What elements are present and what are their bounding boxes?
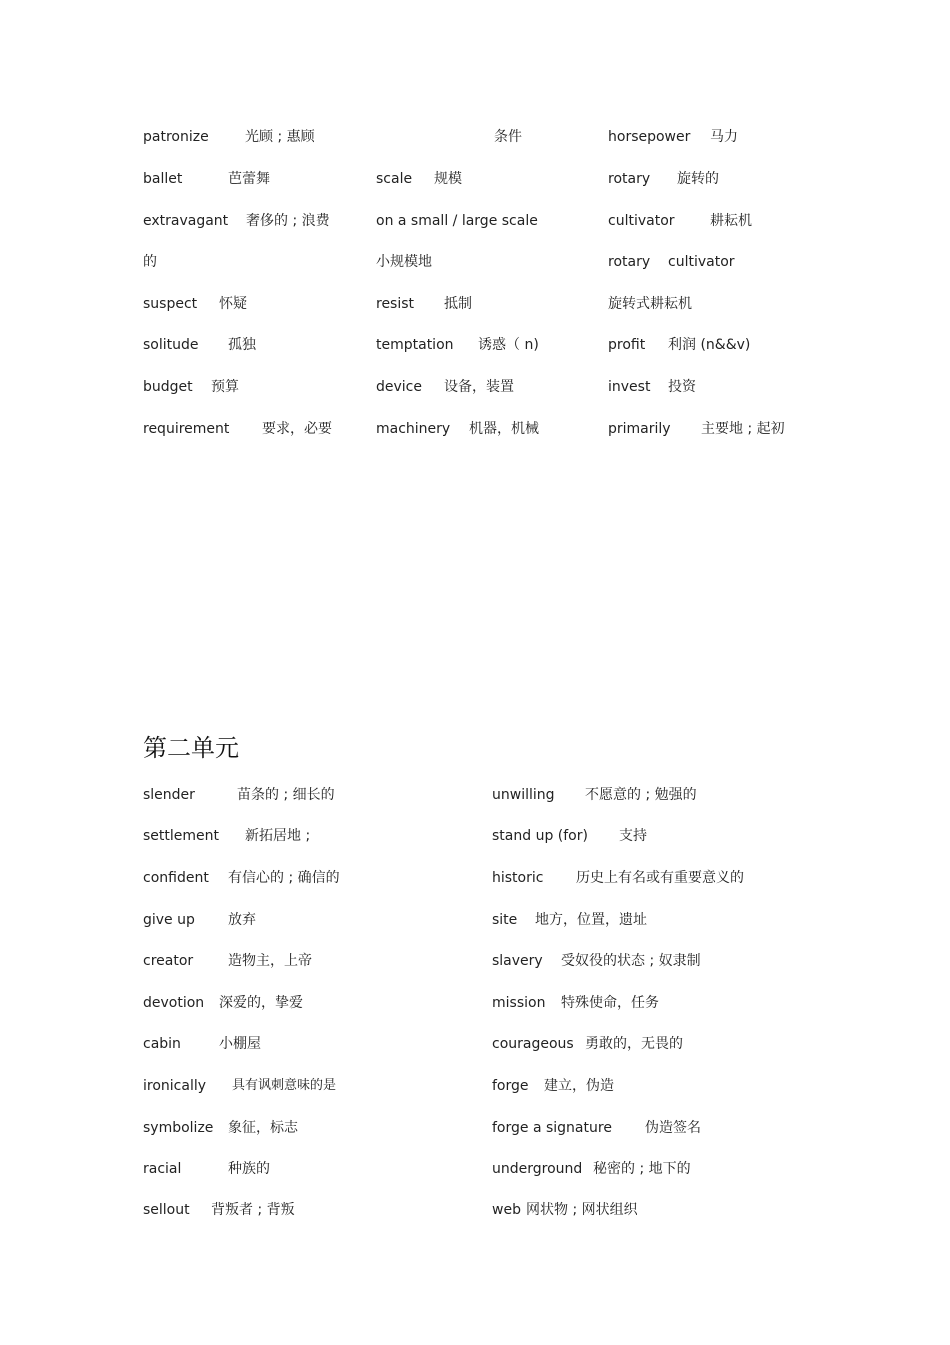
vocab-word: forge bbox=[492, 1078, 529, 1094]
vocab-meaning: 造物主，上帝 bbox=[228, 953, 312, 969]
vocab-meaning: 伪造签名 bbox=[645, 1120, 701, 1136]
vocab-word: mission bbox=[492, 995, 546, 1011]
vocab-meaning: 条件 bbox=[494, 129, 522, 145]
vocab-word: on a small / large scale bbox=[376, 213, 538, 229]
vocab-meaning: 不愿意的 ; 勉强的 bbox=[585, 787, 697, 803]
vocab-word: budget bbox=[143, 379, 193, 395]
vocab-meaning: 机器，机械 bbox=[469, 421, 539, 437]
vocab-word: underground bbox=[492, 1161, 583, 1177]
vocab-word: primarily bbox=[608, 421, 671, 437]
vocab-word: racial bbox=[143, 1161, 182, 1177]
vocab-meaning: 特殊使命，任务 bbox=[561, 995, 659, 1011]
vocab-word: slavery bbox=[492, 953, 543, 969]
vocab-word: rotary bbox=[608, 254, 651, 270]
vocab-meaning: 主要地 ; 起初 bbox=[701, 421, 785, 437]
vocab-meaning: 奢侈的 ; 浪费 bbox=[246, 213, 330, 229]
vocab-meaning: 设备，装置 bbox=[444, 379, 514, 395]
vocab-word: settlement bbox=[143, 828, 220, 844]
vocab-word: device bbox=[376, 379, 422, 395]
vocab-word: requirement bbox=[143, 421, 230, 437]
vocab-meaning: 苗条的 ; 细长的 bbox=[237, 787, 335, 803]
vocab-word: suspect bbox=[143, 296, 198, 312]
vocab-meaning: 旋转式耕耘机 bbox=[608, 296, 692, 312]
vocab-word: cultivator bbox=[608, 213, 675, 229]
vocab-meaning: 深爱的，挚爱 bbox=[219, 995, 303, 1011]
vocab-word: machinery bbox=[376, 421, 451, 437]
vocab-word: ballet bbox=[143, 171, 183, 187]
vocab-word: sellout bbox=[143, 1202, 190, 1218]
vocab-meaning: 有信心的 ; 确信的 bbox=[228, 870, 340, 886]
vocab-word: temptation bbox=[376, 337, 454, 353]
vocab-word: 的 bbox=[143, 254, 157, 270]
vocab-meaning: 具有讽刺意味的是 bbox=[232, 1078, 337, 1093]
vocab-meaning: 网状物 ; 网状组织 bbox=[526, 1202, 638, 1218]
vocab-word: ironically bbox=[143, 1078, 207, 1094]
vocab-meaning: 背叛者 ; 背叛 bbox=[211, 1202, 295, 1218]
vocab-meaning: 种族的 bbox=[228, 1161, 270, 1177]
vocab-word: symbolize bbox=[143, 1120, 214, 1136]
vocab-word: invest bbox=[608, 379, 651, 395]
vocab-word: slender bbox=[143, 787, 195, 803]
vocab-meaning: 芭蕾舞 bbox=[228, 171, 270, 187]
vocab-word: rotary bbox=[608, 171, 651, 187]
section-heading-unit-2: 第二单元 bbox=[143, 734, 239, 762]
vocab-meaning: 象征，标志 bbox=[228, 1120, 298, 1136]
vocab-word: cultivator bbox=[668, 254, 735, 270]
vocab-word: forge a signature bbox=[492, 1120, 612, 1136]
vocab-meaning: 支持 bbox=[619, 828, 647, 844]
vocab-meaning: 光顾 ; 惠顾 bbox=[245, 129, 315, 145]
vocab-meaning: 秘密的 ; 地下的 bbox=[593, 1161, 691, 1177]
vocab-word: resist bbox=[376, 296, 415, 312]
vocab-word: profit bbox=[608, 337, 646, 353]
vocab-word: solitude bbox=[143, 337, 199, 353]
vocab-word: patronize bbox=[143, 129, 209, 145]
vocab-word: stand up (for) bbox=[492, 828, 588, 844]
vocab-meaning: 放弃 bbox=[228, 912, 256, 928]
vocab-meaning: 预算 bbox=[211, 379, 239, 395]
vocab-meaning: 利润 (n&&v) bbox=[668, 337, 751, 353]
vocab-meaning: 受奴役的状态 ; 奴隶制 bbox=[561, 953, 701, 969]
vocab-word: devotion bbox=[143, 995, 205, 1011]
vocab-word: historic bbox=[492, 870, 544, 886]
vocab-meaning: 地方，位置，遗址 bbox=[535, 912, 647, 928]
vocab-meaning: 规模 bbox=[434, 171, 462, 187]
vocab-meaning: 新拓居地 ; bbox=[245, 828, 311, 844]
vocab-word: site bbox=[492, 912, 518, 928]
vocab-word: give up bbox=[143, 912, 195, 928]
vocab-meaning: 建立，伪造 bbox=[544, 1078, 614, 1094]
vocab-meaning: 耕耘机 bbox=[710, 213, 752, 229]
vocab-meaning: 要求，必要 bbox=[262, 421, 332, 437]
vocab-meaning: 旋转的 bbox=[677, 171, 719, 187]
vocab-word: confident bbox=[143, 870, 209, 886]
vocab-meaning: 孤独 bbox=[228, 337, 256, 353]
vocab-meaning: 小规模地 bbox=[376, 254, 432, 270]
vocab-word: unwilling bbox=[492, 787, 555, 803]
vocab-word: scale bbox=[376, 171, 413, 187]
vocab-meaning: 勇敢的，无畏的 bbox=[585, 1036, 683, 1052]
vocab-meaning: 怀疑 bbox=[219, 296, 247, 312]
vocab-word: horsepower bbox=[608, 129, 691, 145]
vocab-meaning: 马力 bbox=[710, 129, 738, 145]
vocab-word: courageous bbox=[492, 1036, 574, 1052]
vocab-meaning: 历史上有名或有重要意义的 bbox=[576, 870, 744, 886]
vocab-word: web bbox=[492, 1202, 521, 1218]
vocab-meaning: 小棚屋 bbox=[219, 1036, 261, 1052]
vocab-meaning: 抵制 bbox=[444, 296, 472, 312]
vocab-word: cabin bbox=[143, 1036, 181, 1052]
vocab-meaning: 诱惑（ n) bbox=[478, 337, 539, 353]
vocab-word: extravagant bbox=[143, 213, 229, 229]
vocab-word: creator bbox=[143, 953, 194, 969]
vocab-meaning: 投资 bbox=[668, 379, 696, 395]
